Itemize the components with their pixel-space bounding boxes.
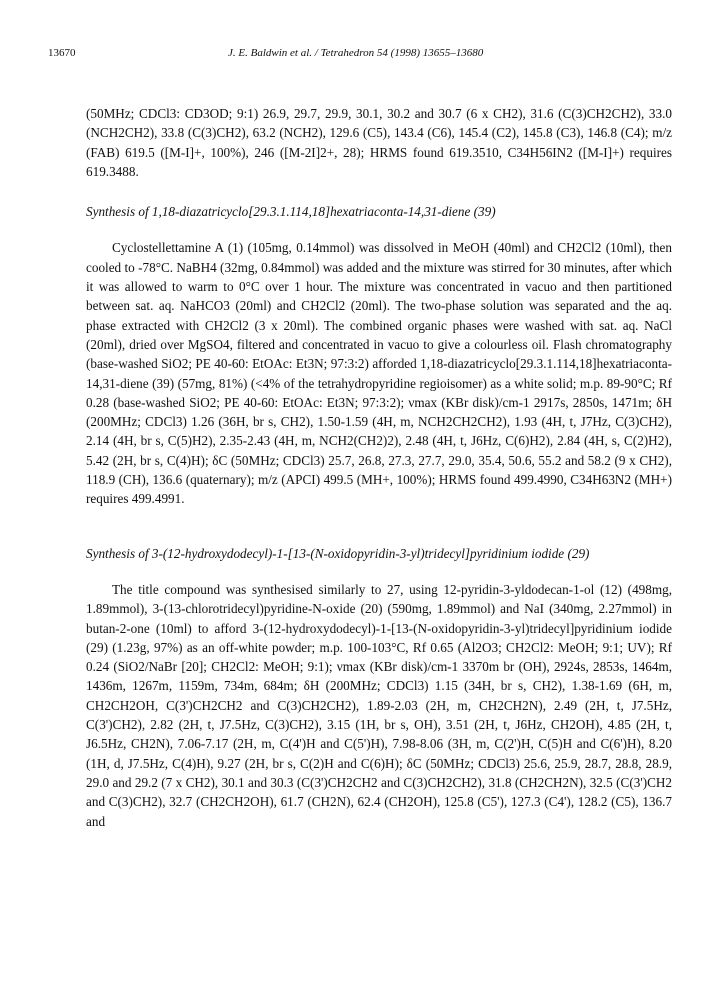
page-number: 13670 (48, 47, 76, 59)
section-heading-diazatricyclo: Synthesis of 1,18-diazatricyclo[29.3.1.114,18]hexatriaconta-14,31-diene (39) (86, 204, 496, 220)
journal-citation: J. E. Baldwin et al. / Tetrahedron 54 (1998) 13655–13680 (228, 47, 484, 59)
article-body (86, 104, 672, 831)
procedure-paragraph-29: The title compound was synthesised similarly to 27, using 12-pyridin-3-yldodecan-1-ol (12) (498mg, 1.89mmol), 3-(13-chlorotridecyl)pyridine-N-oxide (20) (590mg, 1.89mmol) and NaI (340mg, 2.27mmol) in butan-2-one (10ml) to afford 3-(12-hydroxydodecyl)-1-[13-(N-oxidopyridin-3-yl)tridecyl]pyridinium iodide (29) (1.23g, 97%) as an off-white powder; m.p. 100-103°C, Rf 0.65 (Al2O3; CH2Cl2: MeOH; 9:1; UV); Rf 0.24 (SiO2/NaBr [20]; CH2Cl2: MeOH; 9:1); νmax (KBr disk)/cm-1 3370m br (OH), 2924s, 2853s, 1464m, 1436m, 1267m, 1159m, 734m, 684m; δH (200MHz; CDCl3) 1.15 (34H, br s, CH2), 1.38-1.69 (6H, m, CH2CH2OH, C(3')CH2CH2 and C(3)CH2CH2), 1.89-2.03 (2H, m, CH2CH2N), 2.49 (2H, t, J7.5Hz, C(3')CH2), 2.82 (2H, t, J7.5Hz, C(3)CH2), 3.15 (1H, br s, OH), 3.51 (2H, t, J6Hz, CH2OH), 4.85 (2H, t, J6.5Hz, CH2N), 7.06-7.17 (2H, m, C(4')H and C(5')H), 7.98-8.06 (3H, m, C(2')H, C(5)H and C(6')H), 8.20 (1H, d, J7.5Hz, C(4)H), 9.27 (2H, br s, C(2)H and C(6)H); δC (50MHz; CDCl3) 25.6, 25.9, 28.7, 28.8, 28.9, 29.0 and 29.2 (7 x CH2), 30.1 and 30.3 (C(3')CH2CH2 and C(3)CH2CH2), 31.8 (CH2CH2N), 32.5 (C(3')CH2 and C(3)CH2), 32.7 (CH2CH2OH), 61.7 (CH2N), 62.4 (CH2OH), 125.8 (C5'), 127.3 (C4'), 128.2 (C5), 136.7 and (86, 581, 672, 829)
procedure-paragraph-39: Cyclostellettamine A (1) (105mg, 0.14mmol) was dissolved in MeOH (40ml) and CH2Cl2 (10ml), then cooled to -78°C. NaBH4 (32mg, 0.84mmol) was added and the mixture was stirred for 30 minutes, after which it was allowed to warm to 0°C over 1 hour. The mixture was concentrated in vacuo and then partitioned between sat. aq. NaHCO3 (20ml) and CH2Cl2 (20ml). The two-phase solution was separated and the aq. phase extracted with CH2Cl2 (3 x 20ml). The combined organic phases were washed with sat. aq. NaCl (20ml), dried over MgSO4, filtered and concentrated in vacuo to give a colourless oil. Flash chromatography (base-washed SiO2; PE 40-60: EtOAc: Et3N; 97:3:2) afforded 1,18-diazatricyclo[29.3.1.114,18]hexatriaconta-14,31-diene (39) (57mg, 81%) (<4% of the tetrahydropyridine regioisomer) as a white solid; m.p. 89-90°C; Rf 0.28 (base-washed SiO2; PE 40-60: EtOAc: Et3N; 97:3:2); νmax (KBr disk)/cm-1 2917s, 2850s, 1471m; δH (200MHz; CDCl3) 1.26 (36H, br s, CH2), 1.50-1.59 (4H, m, NCH2CH2CH2), 1.93 (4H, t, J7Hz, C(3)CH2), 2.14 (4H, br s, C(5)H2), 2.35-2.43 (4H, m, NCH2(CH2)2), 2.48 (4H, t, J6Hz, C(6)H2), 2.84 (4H, s, C(2)H2), 5.42 (2H, br s, C(4)H); δC (50MHz; CDCl3) 25.7, 26.8, 27.3, 27.7, 29.0, 35.4, 50.6, 55.2 and 58.2 (9 x CH2), 118.9 (CH), 136.6 (quaternary); m/z (APCI) 499.5 (MH+, 100%); HRMS found 499.4990, C34H63N2 (MH+) requires 499.4991. (86, 240, 672, 507)
section-heading-pyridinium-iodide: Synthesis of 3-(12-hydroxydodecyl)-1-[13-(N-oxidopyridin-3-yl)tridecyl]pyridinium iodide (29) (86, 545, 590, 561)
nmr-data-continuation: (50MHz; CDCl3: CD3OD; 9:1) 26.9, 29.7, 29.9, 30.1, 30.2 and 30.7 (6 x CH2), 31.6 (C(3)CH2CH2), 33.0 (NCH2CH2), 33.8 (C(3)CH2), 63.2 (NCH2), 129.6 (C5), 143.4 (C6), 145.4 (C2), 145.8 (C3), 146.8 (C4); m/z (FAB) 619.5 ([M-I]+, 100%), 246 ([M-2I]2+, 28); HRMS found 619.3510, C34H56IN2 ([M-I]+) requires 619.3488. (86, 106, 672, 179)
